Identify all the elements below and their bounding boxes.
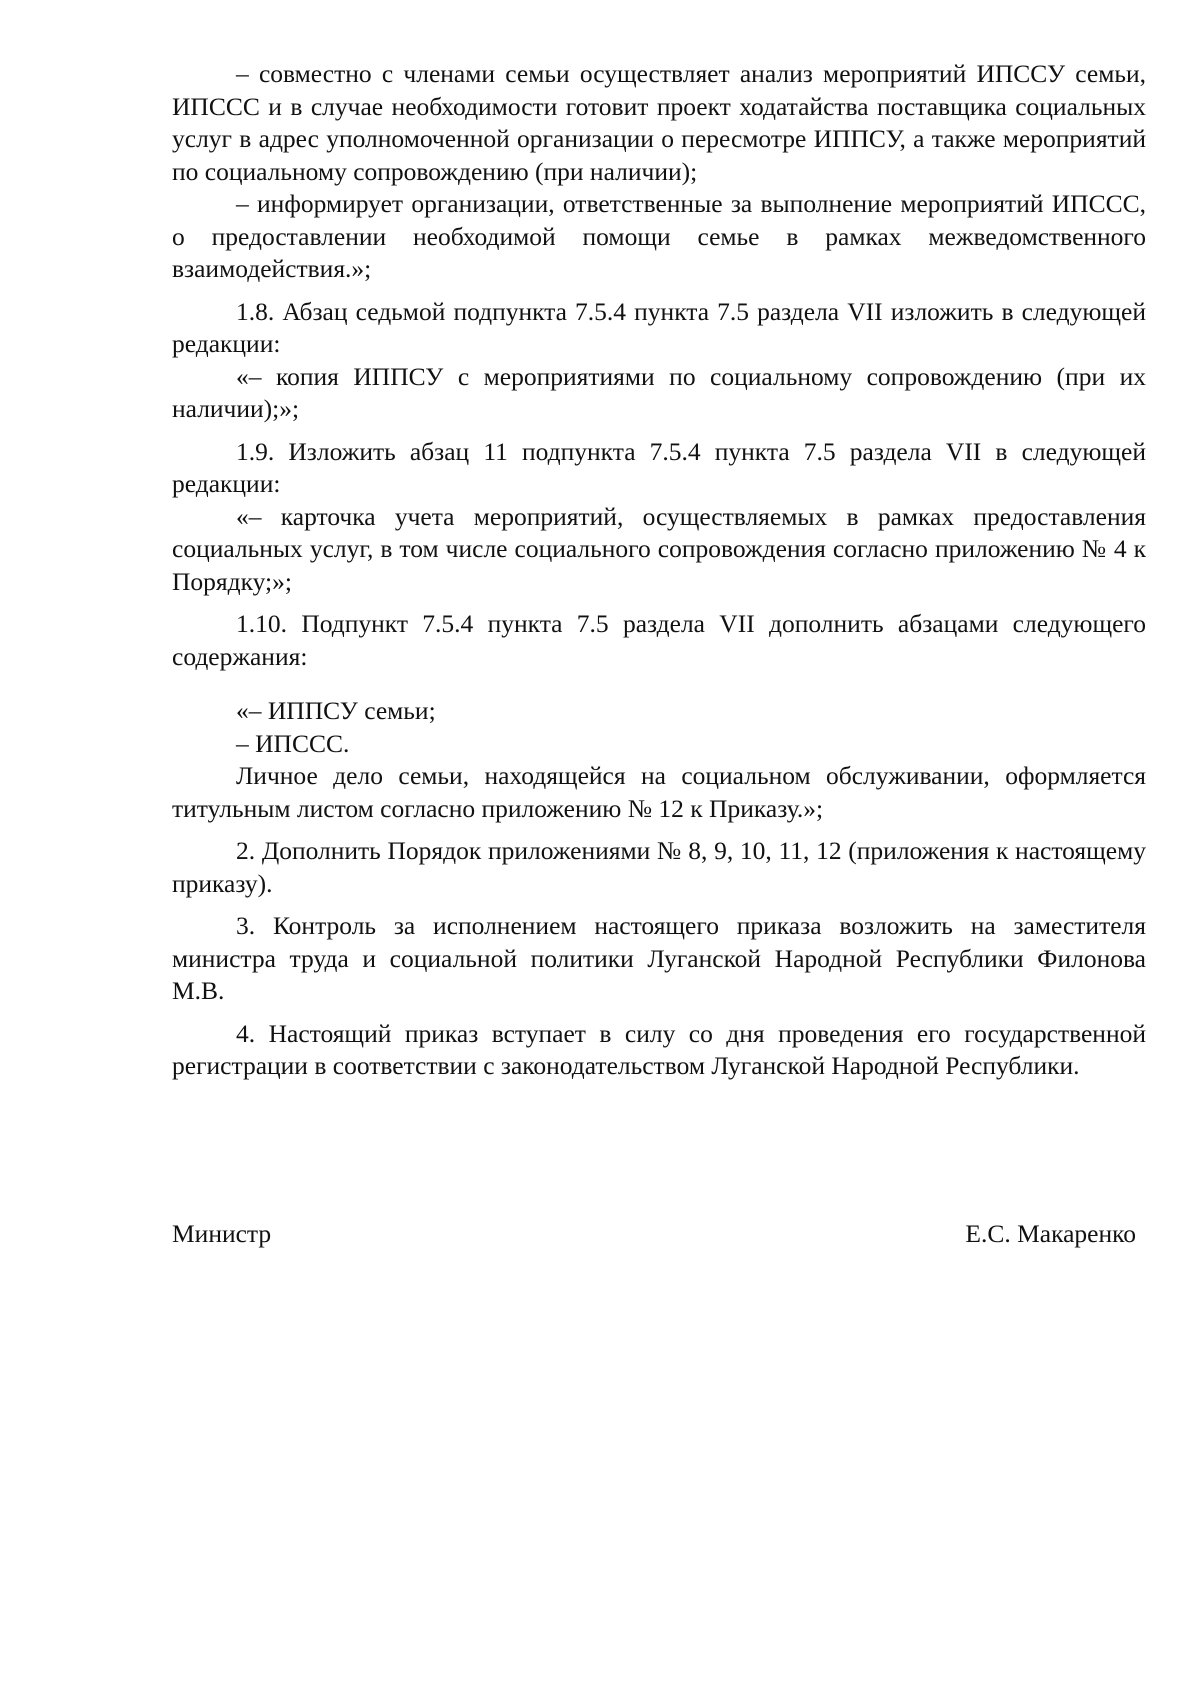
paragraph-item-1-8: 1.8. Абзац седьмой подпункта 7.5.4 пункта 7.5 раздела VII изложить в следующей редакции: — [172, 296, 1146, 358]
paragraph-item-2: 2. Дополнить Порядок приложениями № 8, 9, 10, 11, 12 (приложения к настоящему приказу). — [172, 836, 1146, 898]
paragraph-item-1-10: 1.10. Подпункт 7.5.4 пункта 7.5 раздела VII дополнить абзацами следующего содержания: — [172, 609, 1146, 671]
paragraph-item-4: 4. Настоящий приказ вступает в силу со дня проведения его государственной регистрации в соответствии с законодательством Луганской Народной Республики. — [172, 1018, 1146, 1080]
signature-name: Е.С. Макаренко — [965, 1219, 1136, 1248]
paragraph-item-1-9: 1.9. Изложить абзац 11 подпункта 7.5.4 пункта 7.5 раздела VII в следующей редакции: — [172, 436, 1146, 498]
paragraph-personal-file: Личное дело семьи, находящейся на социальном обслуживании, оформляется титульным листом согласно приложению № 12 к Приказу.»; — [172, 761, 1146, 823]
signature-position: Министр — [172, 1219, 272, 1248]
signature-block — [172, 1218, 1136, 1251]
paragraph-ippsu-family: «– ИППСУ семьи; — [236, 696, 436, 725]
paragraph-item-1-8-text: «– копия ИППСУ с мероприятиями по социальному сопровождению (при их наличии);»; — [172, 361, 1146, 423]
document-body — [172, 58, 1146, 1083]
paragraph-item-3: 3. Контроль за исполнением настоящего приказа возложить на заместителя министра труда и социальной политики Луганской Народной Республики Филонова М.В. — [172, 911, 1146, 1005]
paragraph-family-analysis: – совместно с членами семьи осуществляет анализ мероприятий ИПССУ семьи, ИПССС и в случае необходимости готовит проект ходатайства поставщика социальных услуг в адрес уполномоченной организации о пересмотре ИППСУ, а также мероприятий по социальному сопровождению (при наличии); — [172, 59, 1146, 186]
paragraph-item-1-9-text: «– карточка учета мероприятий, осуществляемых в рамках предоставления социальных услуг, в том числе социального сопровождения согласно приложению № 4 к Порядку;»; — [172, 501, 1146, 596]
paragraph-informs-organizations: – информирует организации, ответственные за выполнение мероприятий ИПССС, о предоставлении необходимой помощи семье в рамках межведомственного взаимодействия.»; — [172, 189, 1146, 283]
paragraph-ipsss: – ИПССС. — [236, 728, 350, 758]
